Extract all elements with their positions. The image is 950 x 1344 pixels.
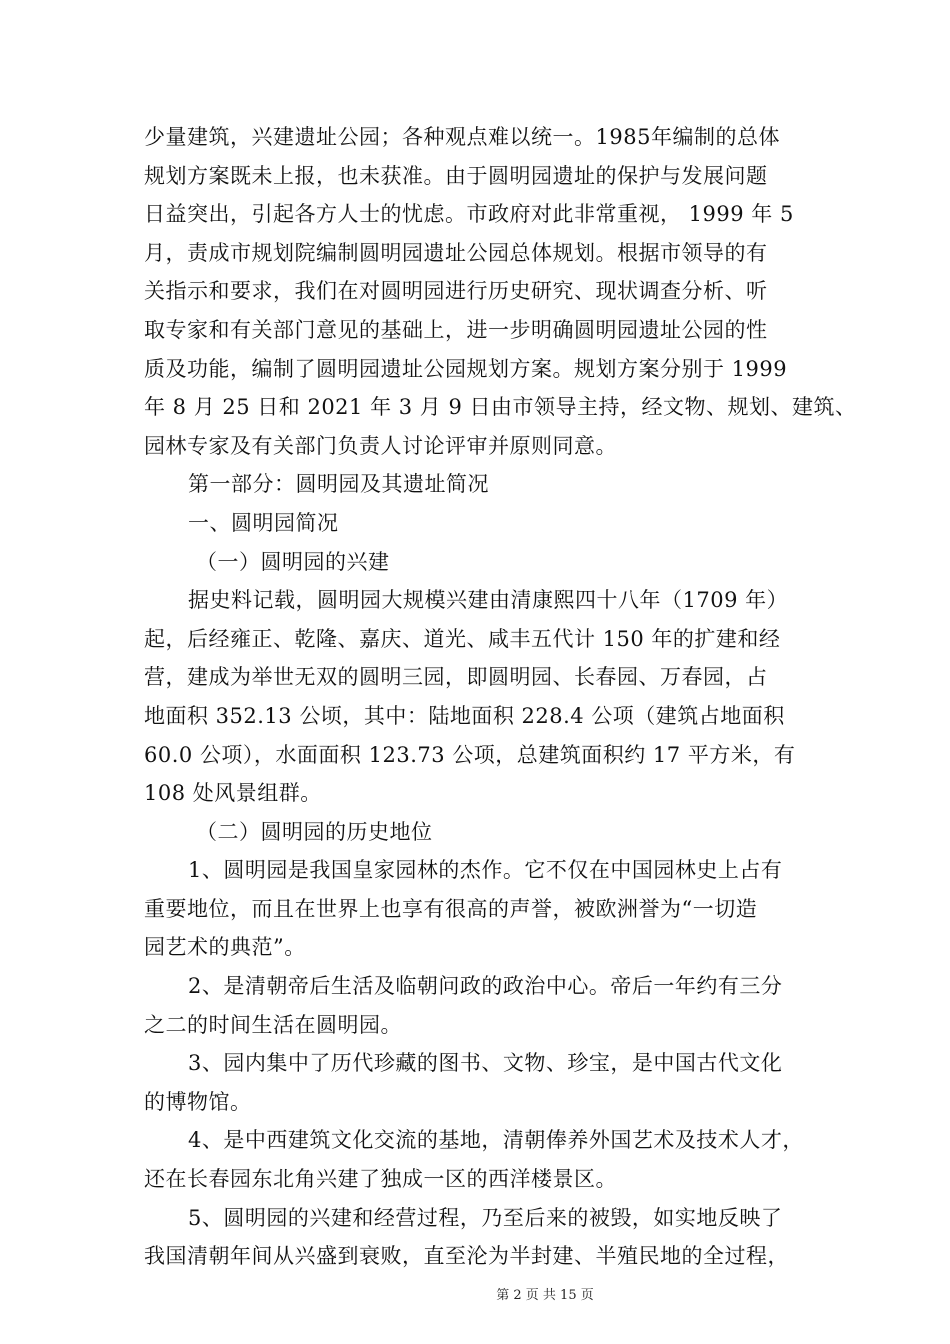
subsection-heading: （二）圆明园的历史地位	[196, 819, 433, 844]
subsection-heading: 一、圆明园简况	[188, 510, 339, 535]
text-line: 取专家和有关部门意见的基础上，进一步明确圆明园遗址公园的性	[144, 317, 768, 342]
page-number-footer: 第 2 页 共 15 页	[496, 1288, 594, 1303]
text-line: 营，建成为举世无双的圆明三园，即圆明园、长春园、万春园，占	[144, 665, 768, 690]
subsection-heading: （一）圆明园的兴建	[196, 549, 390, 574]
text-line: 60.0 公项），水面面积 123.73 公项，总建筑面积约 17 平方米，有	[144, 742, 796, 767]
text-line: 据史料记载，圆明园大规模兴建由清康熙四十八年（1709 年）	[188, 588, 789, 613]
text-line: 1、圆明园是我国皇家园林的杰作。它不仅在中国园林史上占有	[188, 858, 783, 883]
text-line: 108 处风景组群。	[144, 781, 322, 806]
text-line: 重要地位，而且在世界上也享有很高的声誉，被欧洲誉为“一切造	[144, 896, 758, 921]
text-line: 4、是中西建筑文化交流的基地，清朝俸养外国艺术及技术人才，	[188, 1128, 804, 1153]
text-line: 起，后经雍正、乾隆、嘉庆、道光、咸丰五代计 150 年的扩建和经	[144, 626, 781, 651]
text-line: 园艺术的典范”。	[144, 935, 306, 960]
text-line: 还在长春园东北角兴建了独成一区的西洋楼景区。	[144, 1167, 617, 1192]
text-line: 月，责成市规划院编制圆明园遗址公园总体规划。根据市领导的有	[144, 240, 768, 265]
section-heading: 第一部分：圆明园及其遗址简况	[188, 472, 489, 497]
text-line: 5、圆明园的兴建和经营过程，乃至后来的被毁，如实地反映了	[188, 1205, 783, 1230]
text-line: 园林专家及有关部门负责人讨论评审并原则同意。	[144, 433, 617, 458]
text-line: 关指示和要求，我们在对圆明园进行历史研究、现状调查分析、听	[144, 279, 768, 304]
text-line: 规划方案既未上报，也未获准。由于圆明园遗址的保护与发展问题	[144, 163, 768, 188]
text-line: 我国清朝年间从兴盛到衰败，直至沦为半封建、半殖民地的全过程，	[144, 1244, 789, 1269]
text-line: 的博物馆。	[144, 1089, 252, 1114]
text-line: 之二的时间生活在圆明园。	[144, 1012, 402, 1037]
text-line: 少量建筑，兴建遗址公园；各种观点难以统一。1985年编制的总体	[144, 125, 780, 149]
text-line: 质及功能，编制了圆明园遗址公园规划方案。规划方案分别于 1999	[144, 356, 788, 381]
text-line: 3、园内集中了历代珍藏的图书、文物、珍宝，是中国古代文化	[188, 1051, 783, 1076]
text-line: 2、是清朝帝后生活及临朝问政的政治中心。帝后一年约有三分	[188, 974, 783, 999]
text-line: 地面积 352.13 公顷，其中：陆地面积 228.4 公项（建筑占地面积	[144, 703, 785, 728]
document-body	[144, 118, 857, 1276]
text-line: 日益突出，引起各方人士的忧虑。市政府对此非常重视， 1999 年 5	[144, 202, 794, 227]
text-line: 年 8 月 25 日和 2021 年 3 月 9 日由市领导主持，经文物、规划、建筑、	[144, 395, 857, 420]
